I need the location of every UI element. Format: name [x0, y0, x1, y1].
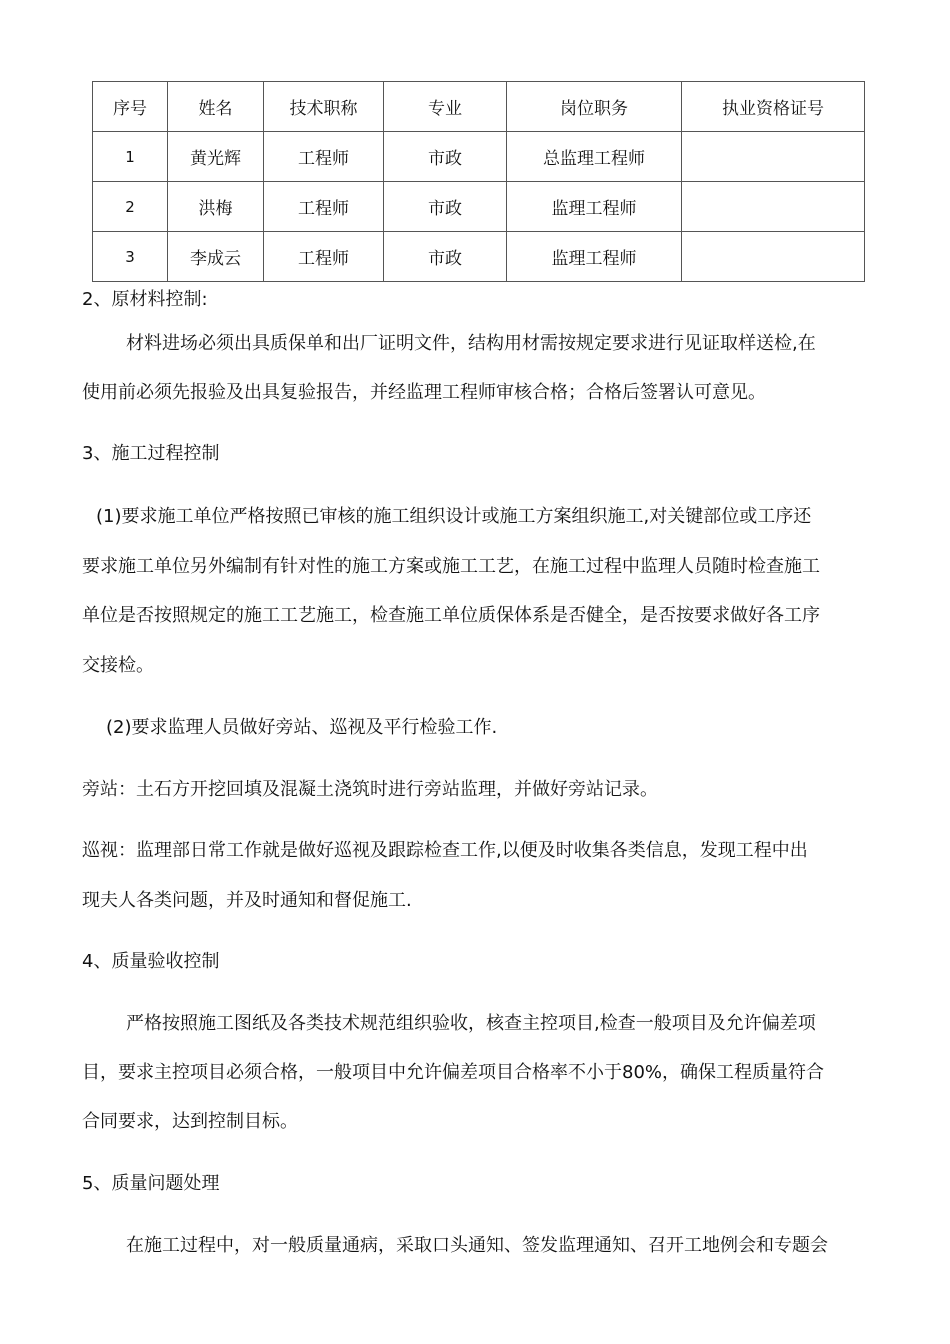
header-title: 技术职称 [264, 82, 384, 132]
cell-name: 洪梅 [168, 182, 264, 232]
table-header-row [93, 82, 865, 132]
table-row [93, 132, 865, 182]
staff-table [92, 81, 865, 282]
cell-cert [682, 132, 865, 182]
header-seq: 序号 [93, 82, 168, 132]
paragraph-line: 交接检。 [82, 655, 154, 676]
table-row [93, 232, 865, 282]
paragraph-line: 要求施工单位另外编制有针对性的施工方案或施工工艺，在施工过程中监理人员随时检查施工 [82, 556, 820, 577]
cell-seq: 3 [93, 232, 168, 282]
cell-name: 李成云 [168, 232, 264, 282]
paragraph-line: 严格按照施工图纸及各类技术规范组织验收，核查主控项目,检查一般项目及允许偏差项 [126, 1013, 816, 1034]
cell-position: 监理工程师 [507, 232, 682, 282]
cell-position: 总监理工程师 [507, 132, 682, 182]
paragraph-line: 单位是否按照规定的施工工艺施工，检查施工单位质保体系是否健全，是否按要求做好各工序 [82, 605, 820, 626]
cell-title: 工程师 [264, 232, 384, 282]
paragraph-line: (1)要求施工单位严格按照已审核的施工组织设计或施工方案组织施工,对关键部位或工序还 [96, 506, 812, 527]
section-heading-issues: 5、质量问题处理 [82, 1173, 220, 1194]
paragraph-line: 使用前必须先报验及出具复验报告，并经监理工程师审核合格；合格后签署认可意见。 [82, 382, 766, 403]
cell-seq: 2 [93, 182, 168, 232]
cell-cert [682, 232, 865, 282]
header-cert: 执业资格证号 [682, 82, 865, 132]
header-name: 姓名 [168, 82, 264, 132]
paragraph-line: 现夫人各类问题，并及时通知和督促施工. [82, 890, 412, 911]
section-heading-raw-material: 2、原材料控制: [82, 289, 208, 310]
paragraph-line: 目，要求主控项目必须合格，一般项目中允许偏差项目合格率不小于80%，确保工程质量符合 [82, 1062, 825, 1083]
paragraph-line: 在施工过程中，对一般质量通病，采取口头通知、签发监理通知、召开工地例会和专题会 [126, 1235, 828, 1256]
header-position: 岗位职务 [507, 82, 682, 132]
paragraph-line: 旁站：土石方开挖回填及混凝土浇筑时进行旁站监理，并做好旁站记录。 [82, 779, 658, 800]
paragraph-line: 巡视：监理部日常工作就是做好巡视及跟踪检查工作,以便及时收集各类信息，发现工程中出 [82, 840, 808, 861]
cell-major: 市政 [384, 232, 507, 282]
cell-seq: 1 [93, 132, 168, 182]
table-row [93, 182, 865, 232]
cell-title: 工程师 [264, 182, 384, 232]
header-major: 专业 [384, 82, 507, 132]
cell-title: 工程师 [264, 132, 384, 182]
cell-position: 监理工程师 [507, 182, 682, 232]
section-heading-acceptance: 4、质量验收控制 [82, 951, 220, 972]
cell-name: 黄光辉 [168, 132, 264, 182]
section-heading-process: 3、施工过程控制 [82, 443, 220, 464]
paragraph-line: (2)要求监理人员做好旁站、巡视及平行检验工作. [106, 717, 498, 738]
paragraph-line: 合同要求，达到控制目标。 [82, 1111, 298, 1132]
paragraph-line: 材料进场必须出具质保单和出厂证明文件，结构用材需按规定要求进行见证取样送检,在 [126, 333, 816, 354]
cell-major: 市政 [384, 132, 507, 182]
cell-major: 市政 [384, 182, 507, 232]
cell-cert [682, 182, 865, 232]
